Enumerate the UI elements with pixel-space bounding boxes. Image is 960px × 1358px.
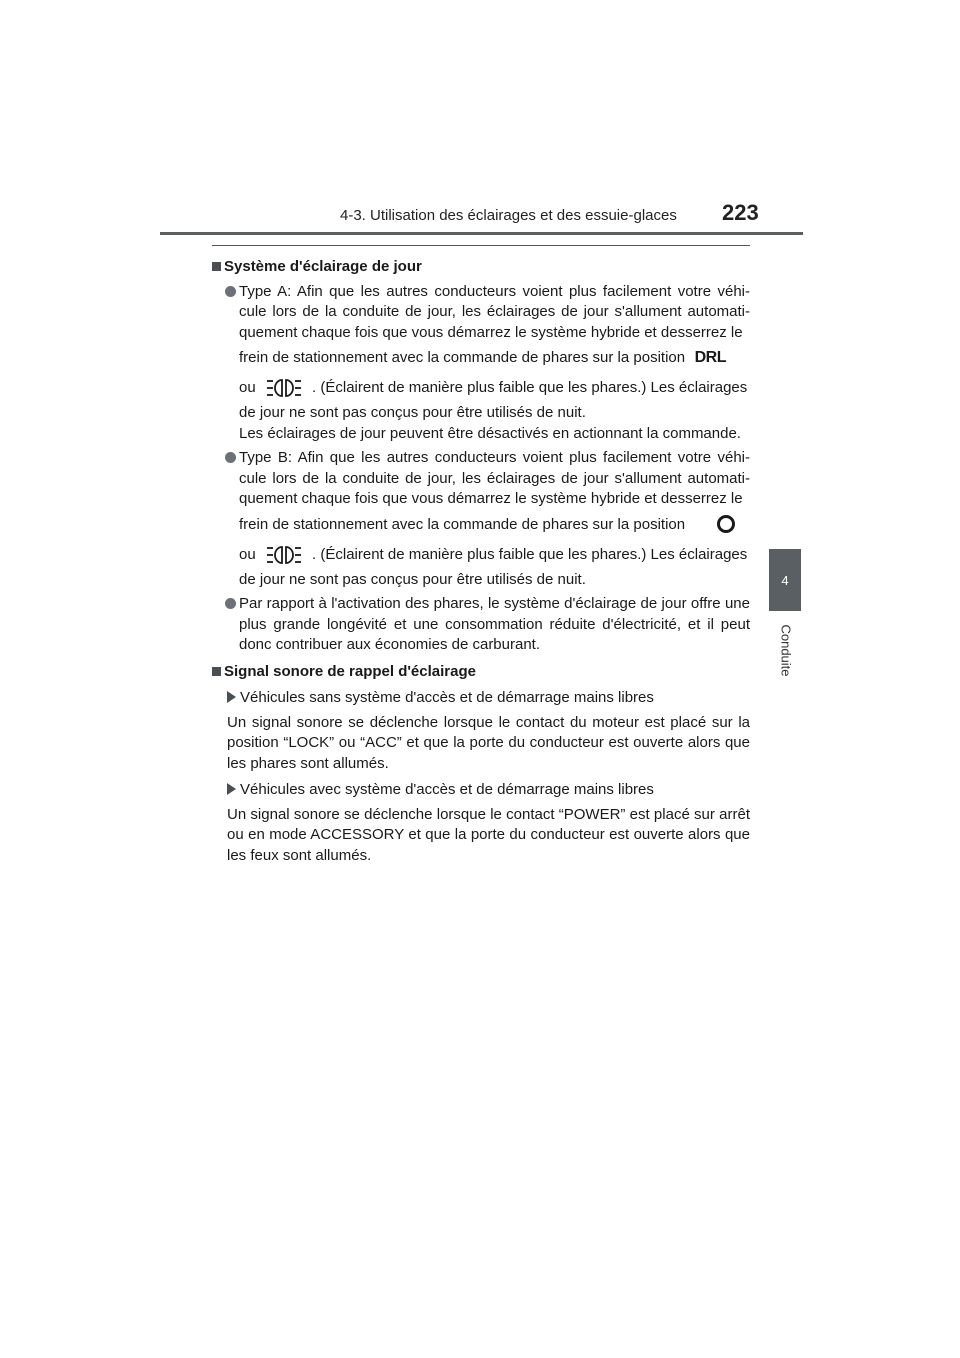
line-headlight-alt-b: ou . (Éclairent de manière plus faible que les phares.) Les éclairages xyxy=(239,540,750,570)
square-bullet-icon xyxy=(212,667,221,676)
line-off-position: frein de stationnement avec la commande de phares sur la position xyxy=(239,510,750,540)
paragraph-without-smart-key: Un signal sonore se déclenche lorsque le contact du moteur est placé sur la position “LOCK” ou “ACC” et que la porte du conducteur est ouverte alors que les phares sont allumés. xyxy=(227,713,750,772)
subheading-without-smart-key: Véhicules sans système d'accès et de démarrage mains libres xyxy=(227,688,750,709)
bullet-type-a: Type A: Afin que les autres conducteurs voient plus facilement votre véhi-cule lors de la conduite de jour, les éclairages de jour s'allument automati-quement chaque fois que vous démarrez le système hybride et desserrez le frein de stationnement avec la commande de phares sur la position DRL ou . (Éclairent de manière plus faible que les phares.) Les éclairages de jour ne sont pas conçus pour être utilisés de nuit. Les éclairages de jour peuvent être désactivés en actionnant la commande. xyxy=(212,282,750,445)
triangle-bullet-icon xyxy=(227,691,236,703)
round-bullet-icon xyxy=(225,598,236,609)
parking-light-icon xyxy=(266,377,302,399)
heading-drl: Système d'éclairage de jour xyxy=(212,257,750,278)
subheading-with-smart-key: Véhicules avec système d'accès et de démarrage mains libres xyxy=(227,780,750,801)
round-bullet-icon xyxy=(225,286,236,297)
bullet-benefits: Par rapport à l'activation des phares, le système d'éclairage de jour offre une plus grande longévité et une consommation réduite d'électricité, et il peut donc contribuer aux économies de carburant. xyxy=(212,594,750,656)
square-bullet-icon xyxy=(212,262,221,271)
off-position-icon xyxy=(716,514,736,534)
section-title: 4-3. Utilisation des éclairages et des essuie-glaces xyxy=(340,207,677,224)
header-rule xyxy=(160,232,803,235)
heading-reminder: Signal sonore de rappel d'éclairage xyxy=(212,662,750,683)
line-drl-position: frein de stationnement avec la commande de phares sur la position DRL xyxy=(239,343,750,373)
chapter-number: 4 xyxy=(781,572,789,588)
line-headlight-alt: ou . (Éclairent de manière plus faible que les phares.) Les éclairages xyxy=(239,373,750,403)
bullet-type-b: Type B: Afin que les autres conducteurs voient plus facilement votre véhi-cule lors de la conduite de jour, les éclairages de jour s'allument automati-quement chaque fois que vous démarrez le système hybride et desserrez le frein de stationnement avec la commande de phares sur la position ou . (Éclairent de manière plus faible que les phares.) Les éclairages de jour ne sont pas conçus pour être utilisés de nuit. xyxy=(212,448,750,590)
page-number: 223 xyxy=(722,200,759,225)
chapter-label: Conduite xyxy=(778,624,794,677)
parking-light-icon xyxy=(266,544,302,566)
triangle-bullet-icon xyxy=(227,783,236,795)
round-bullet-icon xyxy=(225,452,236,463)
paragraph-with-smart-key: Un signal sonore se déclenche lorsque le contact “POWER” est placé sur arrêt ou en mode ACCESSORY et que la porte du conducteur est ouverte alors que les feux sont allumés. xyxy=(227,805,750,864)
chapter-tab xyxy=(769,549,801,611)
page-content xyxy=(212,257,750,870)
drl-icon: DRL xyxy=(694,349,726,366)
content-rule xyxy=(212,245,750,246)
